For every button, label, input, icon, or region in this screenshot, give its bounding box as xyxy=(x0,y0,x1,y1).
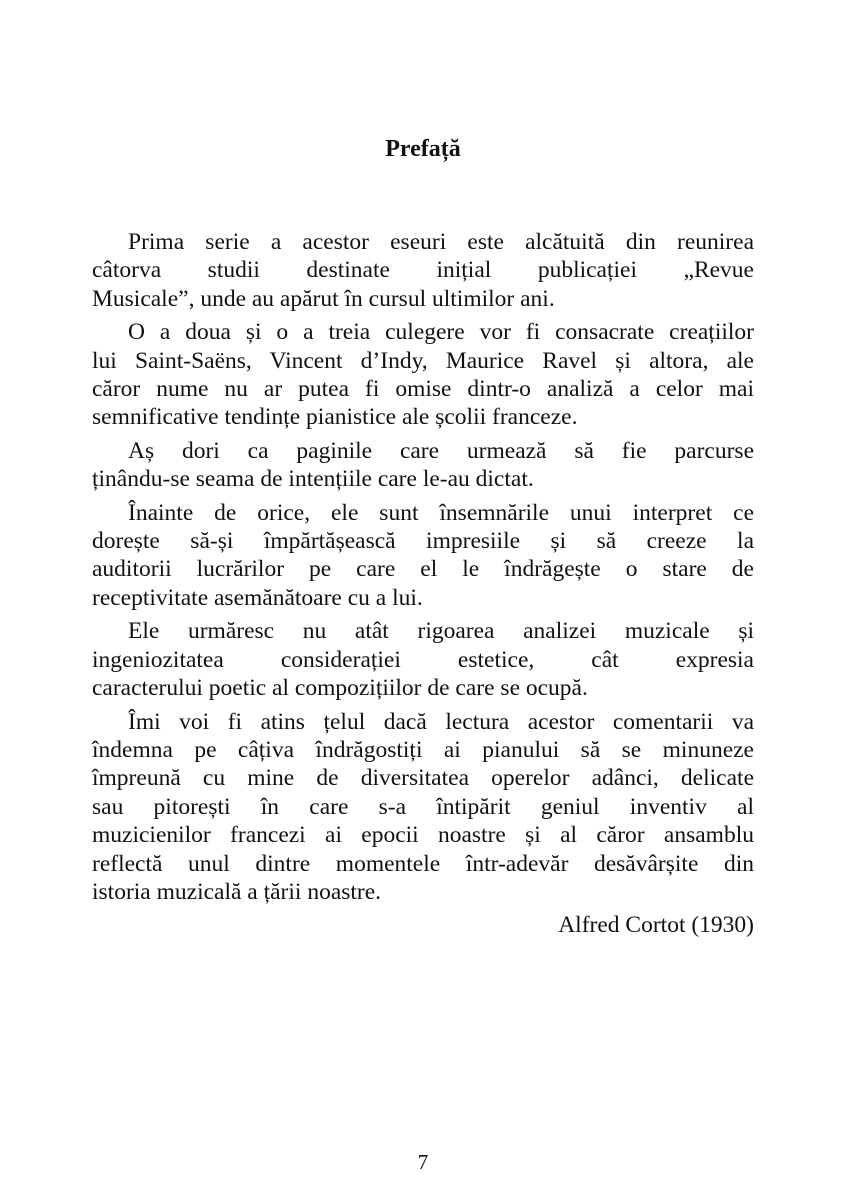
paragraph xyxy=(92,499,754,613)
paragraph xyxy=(92,318,754,432)
text-line: Aș dori ca paginile care urmează să fie parcurse xyxy=(128,437,754,464)
text-line: Îmi voi fi atins țelul dacă lectura acestor comentarii va xyxy=(128,708,754,735)
page-number: 7 xyxy=(417,1150,429,1174)
text-line: Ele urmăresc nu atât rigoarea analizei muzicale și xyxy=(128,618,754,645)
paragraph xyxy=(92,708,754,907)
text-line: muzicienilor francezi ai epocii noastre și al căror ansamblu xyxy=(92,822,754,849)
text-line: reflectă unul dintre momentele într-adevăr desăvârșite din xyxy=(92,850,754,877)
text-line: O a doua și o a treia culegere vor fi consacrate creațiilor xyxy=(128,319,754,346)
text-line: semnificative tendințe pianistice ale școlii franceze. xyxy=(92,404,578,431)
text-line: lui Saint-Saëns, Vincent d’Indy, Maurice Ravel și altora, ale xyxy=(92,347,754,374)
text-line: Prima serie a acestor eseuri este alcătuită din reunirea xyxy=(128,229,754,255)
paragraph xyxy=(92,437,754,494)
text-line: Înainte de orice, ele sunt însemnările unui interpret ce xyxy=(128,499,754,526)
text-line: împreună cu mine de diversitatea operelor adânci, delicate xyxy=(92,765,754,792)
text-line: ingeniozitatea considerației estetice, cât expresia xyxy=(92,646,754,673)
paragraph xyxy=(92,228,754,313)
text-line: caracterului poetic al compozițiilor de care se ocupă. xyxy=(92,675,588,702)
text-line: îndemna pe câțiva îndrăgostiți ai pianului să se minuneze xyxy=(92,736,754,763)
text-line: auditorii lucrărilor pe care el le îndrăgește o stare de xyxy=(92,556,754,583)
author-signature: Alfred Cortot (1930) xyxy=(558,912,754,939)
text-line: istoria muzicală a țării noastre. xyxy=(92,878,382,905)
text-line: câtorva studii destinate inițial publicației „Revue xyxy=(92,257,754,284)
text-line: receptivitate asemănătoare cu a lui. xyxy=(92,584,423,611)
page-title: Prefață xyxy=(385,136,461,162)
text-line: Musicale”, unde au apărut în cursul ultimilor ani. xyxy=(92,285,555,312)
text-line: dorește să-și împărtășească impresiile și să creeze la xyxy=(92,528,754,555)
text-line: ținându-se seama de intențiile care le-au dictat. xyxy=(92,466,534,493)
text-line: căror nume nu ar putea fi omise dintr-o analiză a celor mai xyxy=(92,376,754,403)
text-line: sau pitorești în care s-a întipărit geniul inventiv al xyxy=(92,793,754,820)
preface-body xyxy=(92,228,754,940)
paragraph xyxy=(92,617,754,702)
